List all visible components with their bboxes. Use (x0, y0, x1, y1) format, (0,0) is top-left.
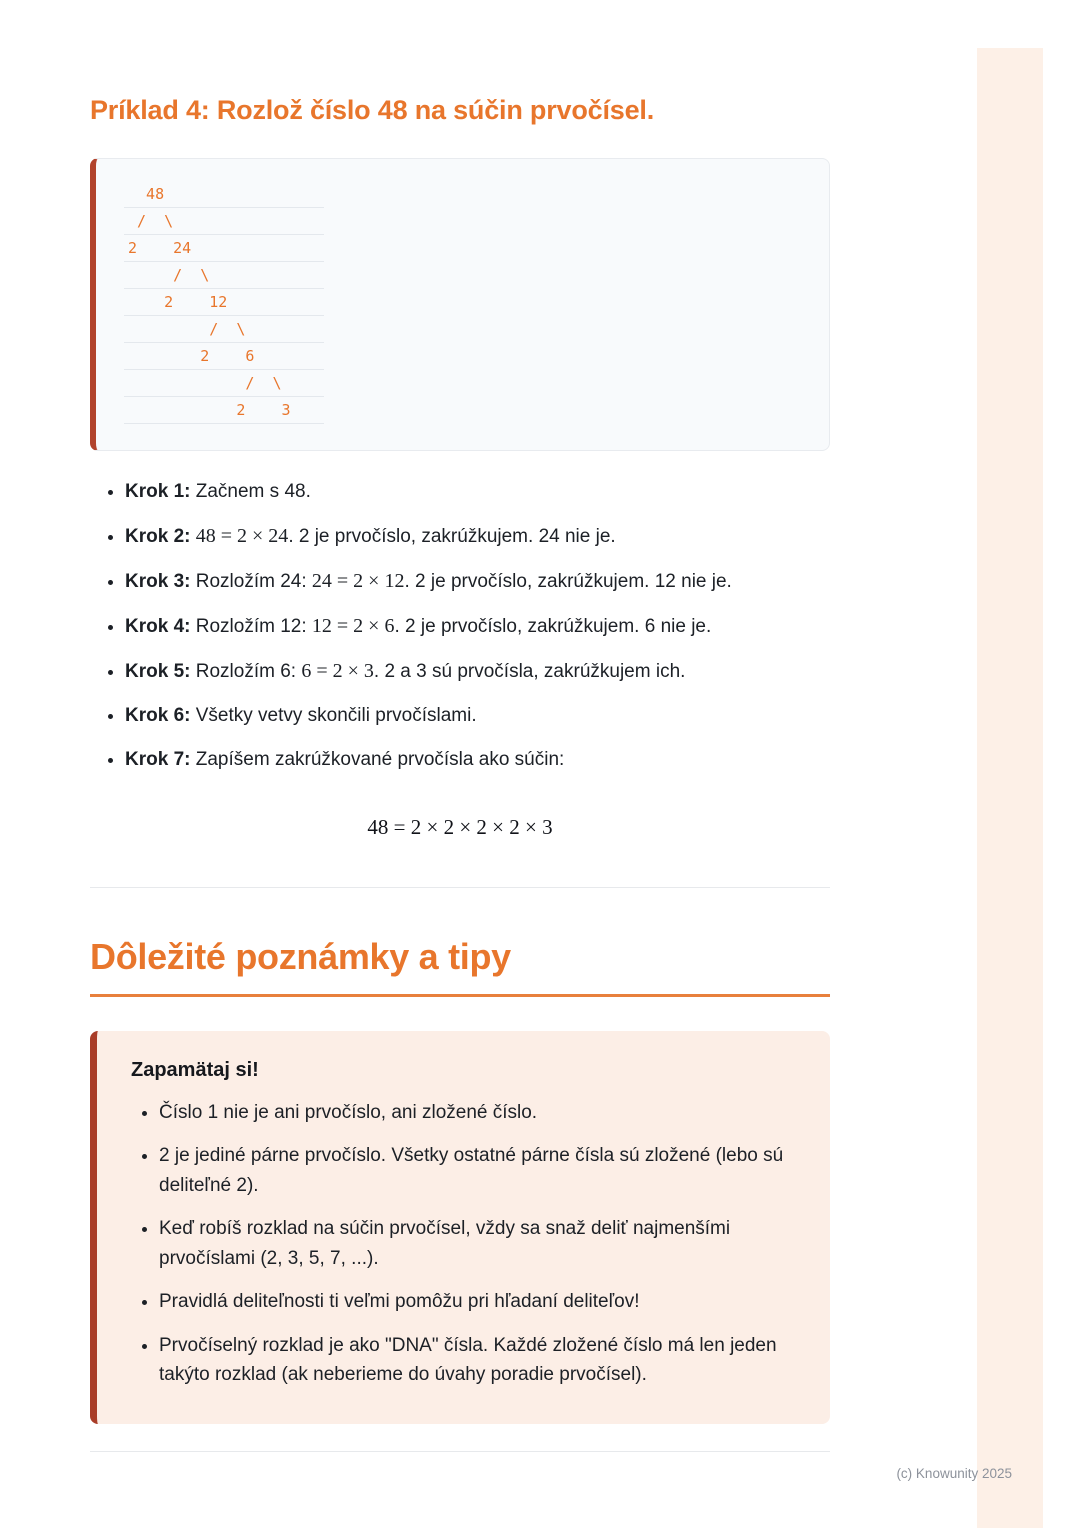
step-text (190, 616, 711, 637)
callout-title: Zapamätaj si! (131, 1059, 259, 1081)
text-segment: . 2 je prvočíslo, zakrúžkujem. 6 nie je. (394, 616, 712, 637)
step-label: Krok 5: (125, 661, 191, 682)
tree-line: / \ (124, 208, 324, 235)
step-item (125, 479, 830, 505)
step-item (125, 703, 830, 729)
steps-list (90, 479, 830, 773)
tip-item: • Pravidlá deliteľnosti ti veľmi pomôžu pri hľadaní deliteľov! (159, 1287, 788, 1316)
step-item (125, 523, 830, 550)
tree-line: 2 6 (124, 343, 324, 370)
step-item (125, 747, 830, 773)
step-label: Krok 1: (125, 481, 191, 502)
text-segment: Rozložím 12: (190, 616, 312, 637)
step-label: Krok 2: (125, 526, 191, 547)
step-item (125, 658, 830, 685)
tip-item: • 2 je jediné párne prvočíslo. Všetky ostatné párne čísla sú zložené (lebo sú deliteľné 2). (159, 1141, 788, 1200)
math-segment: 6 = 2 × 3 (301, 660, 374, 682)
footer-credit: (c) Knowunity 2025 (896, 1466, 1012, 1481)
text-segment: Rozložím 6: (190, 661, 302, 682)
tree-line: / \ (124, 370, 324, 397)
tree-line: / \ (124, 262, 324, 289)
tree-line: 2 12 (124, 289, 324, 316)
tree-line: 2 3 (124, 397, 324, 424)
text-segment: Všetky vetvy skončili prvočíslami. (190, 705, 477, 726)
right-margin-strip (977, 48, 1043, 1528)
tree-line: 48 (124, 181, 324, 208)
step-item (125, 568, 830, 595)
step-label: Krok 3: (125, 571, 191, 592)
step-label: Krok 6: (125, 705, 191, 726)
step-item (125, 613, 830, 640)
math-segment: 12 = 2 × 6 (311, 615, 395, 637)
example4-title: Príklad 4: Rozlož číslo 48 na súčin prvočísel. (90, 95, 654, 125)
notes-title: Dôležité poznámky a tipy (90, 936, 830, 997)
tip-item: • Číslo 1 nie je ani prvočíslo, ani zložené číslo. (159, 1098, 788, 1127)
remember-callout (90, 1031, 830, 1424)
step-label: Krok 4: (125, 616, 191, 637)
step-text (190, 749, 564, 770)
text-segment: . 2 je prvočíslo, zakrúžkujem. 24 nie je. (288, 526, 616, 547)
step-label: Krok 7: (125, 749, 191, 770)
factor-tree (124, 181, 324, 424)
text-segment: . 2 a 3 sú prvočísla, zakrúžkujem ich. (373, 661, 686, 682)
step-text (190, 661, 685, 682)
text-segment: Rozložím 24: (190, 571, 312, 592)
factor-tree-box (90, 158, 830, 451)
step-text (190, 526, 615, 547)
tips-list (131, 1098, 788, 1390)
document-content (90, 0, 830, 1452)
tip-item: • Keď robíš rozklad na súčin prvočísel, vždy sa snaž deliť najmenšími prvočíslami (2, 3, 5, 7, ...). (159, 1214, 788, 1273)
tip-item: • Prvočíselný rozklad je ako "DNA" čísla. Každé zložené číslo má len jeden takýto rozklad (ak neberieme do úvahy poradie prvočísel). (159, 1331, 788, 1390)
tree-line: / \ (124, 316, 324, 343)
section-divider (90, 887, 830, 888)
text-segment: Zapíšem zakrúžkované prvočísla ako súčin: (190, 749, 565, 770)
product-formula: 48 = 2 × 2 × 2 × 2 × 3 (367, 815, 553, 839)
text-segment: . 2 je prvočíslo, zakrúžkujem. 12 nie je. (404, 571, 732, 592)
bottom-divider (90, 1451, 830, 1452)
step-text (190, 481, 310, 502)
tree-line: 2 24 (124, 235, 324, 262)
step-text (190, 705, 476, 726)
math-segment: 24 = 2 × 12 (311, 570, 405, 592)
step-text (190, 571, 731, 592)
math-segment: 48 = 2 × 24 (195, 525, 289, 547)
text-segment: Začnem s 48. (190, 481, 311, 502)
